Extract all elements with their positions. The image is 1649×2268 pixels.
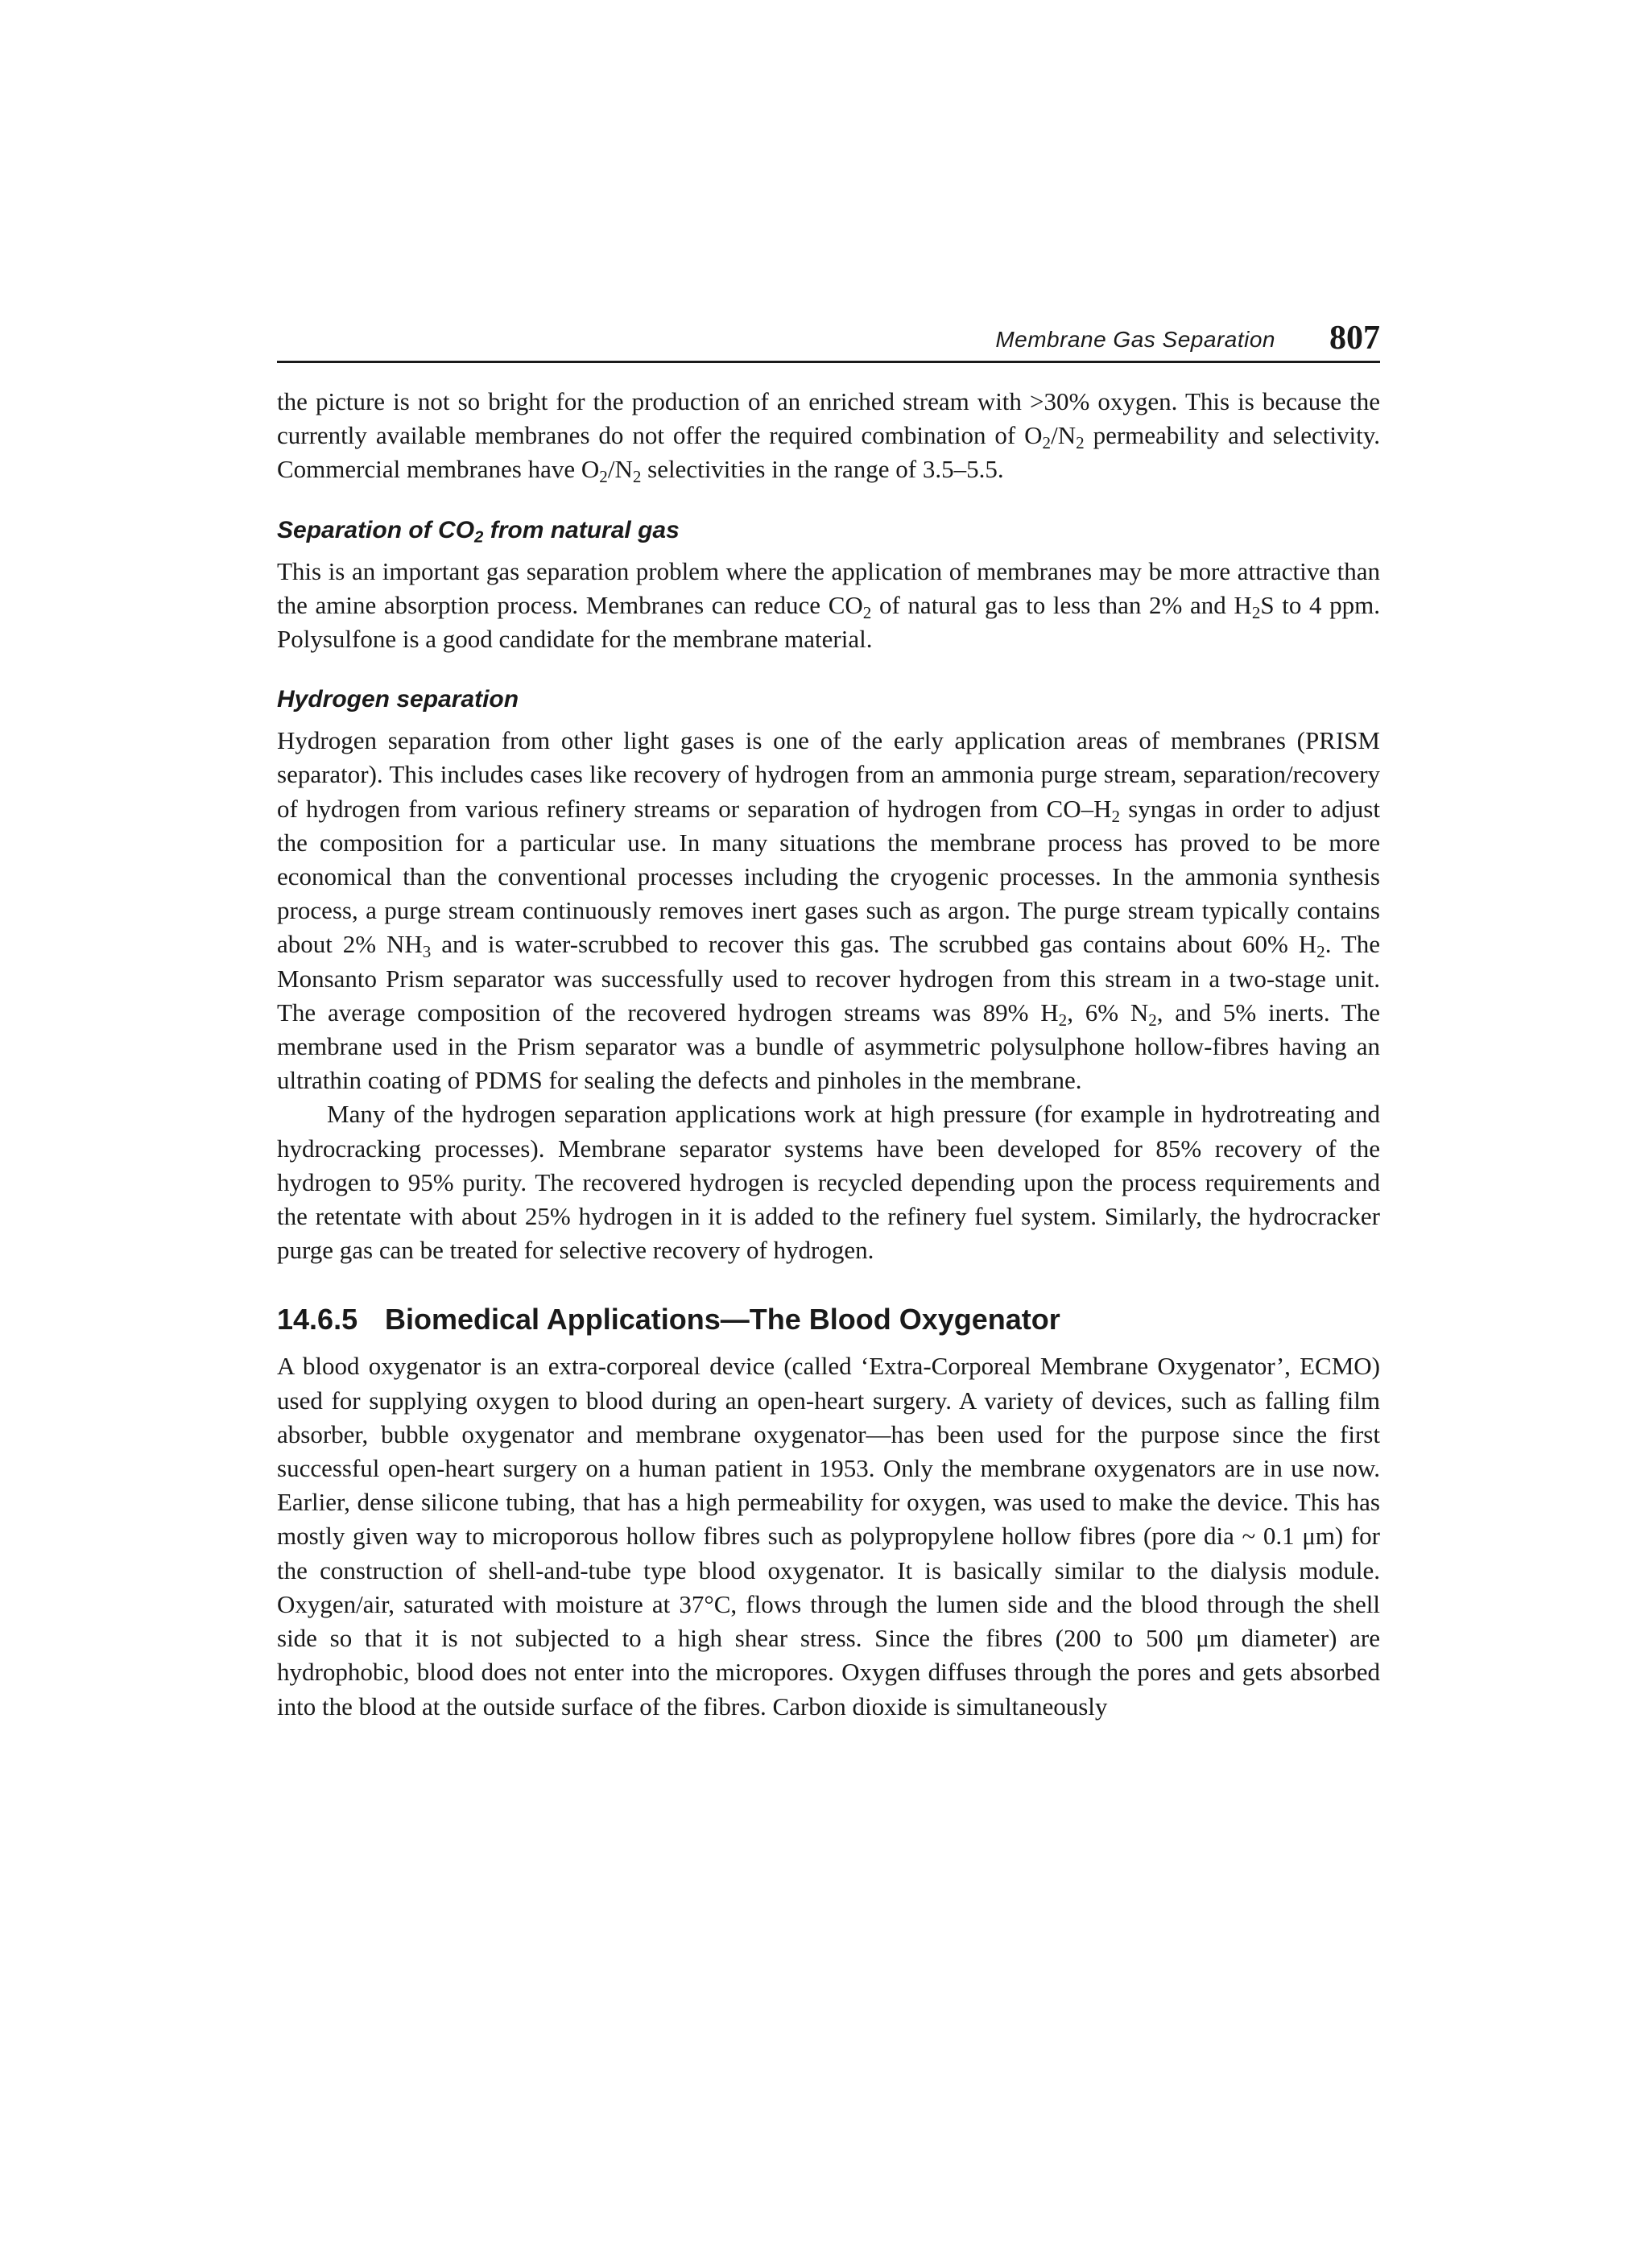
running-header xyxy=(277,316,1380,363)
section-number: 14.6.5 xyxy=(277,1303,358,1336)
running-title: Membrane Gas Separation xyxy=(995,327,1275,352)
paragraph-hydrogen-separation: Hydrogen separation from other light gases is one of the early application areas of membranes (PRISM separator). This includes cases like recovery of hydrogen from an ammonia purge stream, separation/recovery of hydrogen from various refinery streams or separation of hydrogen from $CO-H_2$ syngas in order to adjust the composition for a particular use. In many situations the membrane process has proved to be more economical than the conventional processes including the cryogenic processes. In the ammonia synthesis process, a purge stream continuously removes inert gases such as argon. The purge stream typically contains about 2% $NH_3$ and is water-scrubbed to recover this gas. The scrubbed gas contains about 60% $H_2$. The Monsanto Prism separator was successfully used to recover hydrogen from this stream in a two-stage unit. The average composition of the recovered hydrogen streams was 89% $H_2$, 6% $N_2$, and 5% inerts. The membrane used in the Prism separator was a bundle of asymmetric polysulphone hollow-fibres having an ultrathin coating of PDMS for sealing the defects and pinholes in the membrane. xyxy=(277,726,1380,1095)
paragraph-blood-oxygenator: A blood oxygenator is an extra-corporeal device (called ‘Extra-Corporeal Membrane Oxygenator’, ECMO) used for supplying oxygen to blood during an open-heart surgery. A variety of devices, such as falling film absorber, bubble oxygenator and membrane oxygenator—has been used for the purpose since the first successful open-heart surgery on a human patient in 1953. Only the membrane oxygenators are in use now. Earlier, dense silicone tubing, that has a high permeability for oxygen, was used to make the device. This has mostly given way to microporous hollow fibres such as polypropylene hollow fibres (pore dia ~ 0.1 μm) for the construction of shell-and-tube type blood oxygenator. It is basically similar to the dialysis module. Oxygen/air, saturated with moisture at 37°C, flows through the lumen side and the blood through the shell side so that it is not subjected to a high shear stress. Since the fibres (200 to 500 μm diameter) are hydrophobic, blood does not enter into the micropores. Oxygen diffuses through the pores and gets absorbed into the blood at the outside surface of the fibres. Carbon dioxide is simultaneously xyxy=(277,1352,1380,1721)
paragraph-oxygen-enrichment: the picture is not so bright for the production of an enriched stream with >30% oxygen. This is because the currently available membranes do not offer the required combination of $O_2/N_2$ permeability and selectivity. Commercial membranes have $O_2/N_2$ selectivities in the range of 3.5–5.5. xyxy=(277,387,1380,487)
section-heading xyxy=(277,1301,1380,1338)
paragraph-co2-separation: This is an important gas separation problem where the application of membranes may be more attractive than the amine absorption process. Membranes can reduce $CO_2$ of natural gas to less than 2% and $H_2S$ to 4 ppm. Polysulfone is a good candidate for the membrane material. xyxy=(277,556,1381,654)
subheading-hydrogen-separation: Hydrogen separation xyxy=(277,686,519,713)
page-number: 807 xyxy=(1329,320,1380,357)
section-title: Biomedical Applications—The Blood Oxygenator xyxy=(385,1303,1060,1336)
subheading-co2-separation: Separation of $CO_2$ from natural gas xyxy=(277,516,680,547)
page-body xyxy=(277,385,1380,1724)
paragraph-hydrogen-high-pressure: Many of the hydrogen separation applications work at high pressure (for example in hydrotreating and hydrocracking processes). Membrane separator systems have been developed for 85% recovery of the hydrogen to 95% purity. The recovered hydrogen is recycled depending upon the process requirements and the retentate with about 25% hydrogen in it is added to the refinery fuel system. Similarly, the hydrocracker purge gas can be treated for selective recovery of hydrogen. xyxy=(277,1100,1380,1265)
